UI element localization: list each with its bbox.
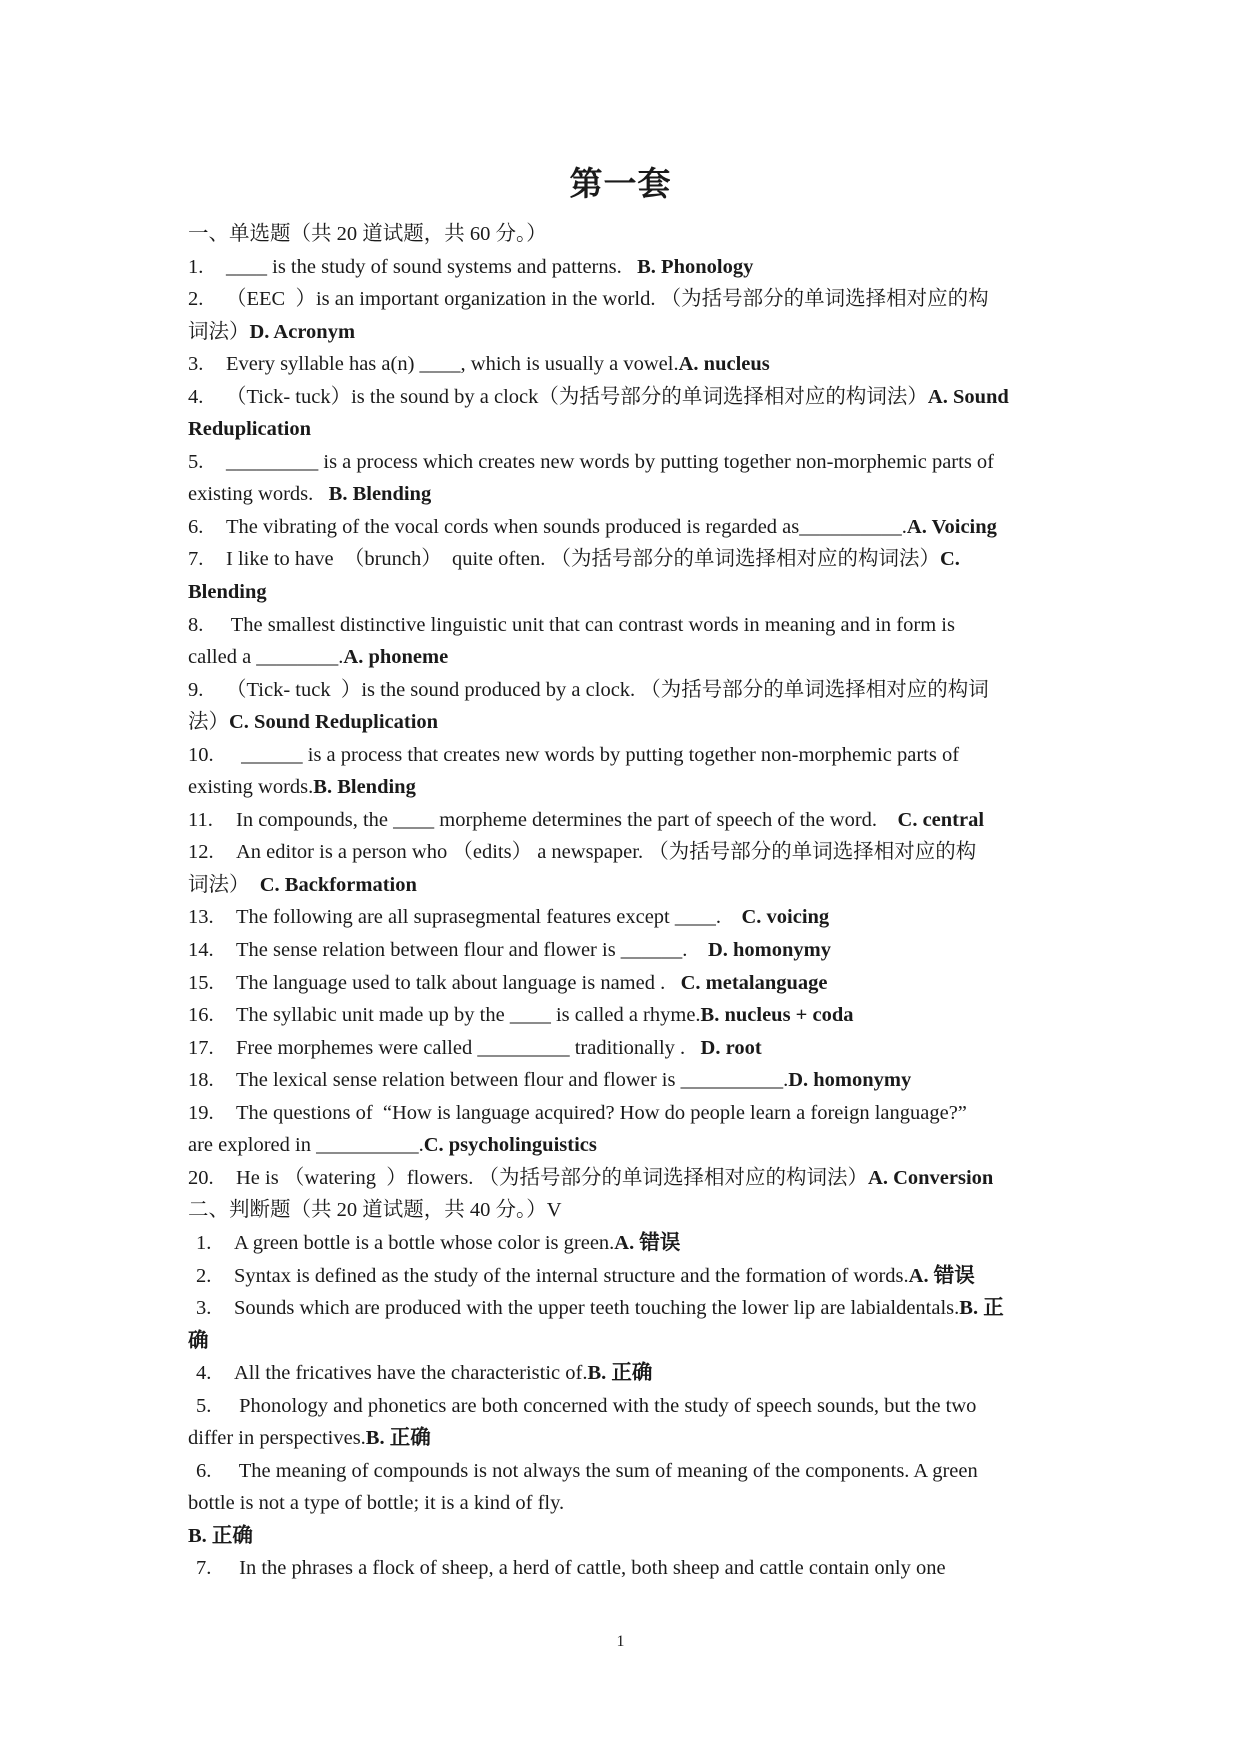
answer: A. phoneme [343,646,449,669]
question-line [188,511,1056,544]
answer: Reduplication [188,418,312,441]
question-text: 法） [188,711,229,734]
answer: A. Conversion [868,1166,994,1189]
question-text: The vibrating of the vocal cords when sounds produced is regarded as__________. [226,515,907,538]
answer: D. Acronym [249,320,356,343]
answer: D. root [700,1036,762,1059]
document-body [188,218,1056,1585]
question-line [188,1032,1056,1065]
question-number: 15. [188,971,214,994]
question-text: The questions of “How is language acquired? How do people learn a foreign language?” [236,1101,967,1124]
question-line [188,251,1056,284]
question-line [188,1260,1056,1293]
question-number: 13. [188,906,214,929]
question-text: （EEC ）is an important organization in the world. （为括号部分的单词选择相对应的构 [226,288,989,311]
question-line [188,967,1056,1000]
answer: D. homonymy [707,939,831,962]
question-text: differ in perspectives. [188,1427,366,1450]
question-line [188,999,1056,1032]
question-line-continued [188,1325,1056,1358]
question-line-continued [188,413,1056,446]
question-number: 12. [188,841,214,864]
page-title: 第一套 [569,167,672,203]
question-text: Phonology and phonetics are both concerned with the study of speech sounds, but the two [234,1394,977,1417]
question-number: 1. [196,1231,212,1254]
question-number: 10. [188,743,214,766]
answer: B. 正确 [365,1427,431,1450]
answer: A. 错误 [908,1264,975,1287]
answer: B. 正确 [587,1362,653,1385]
question-text: In compounds, the ____ morpheme determines the part of speech of the word. [236,808,898,831]
answer: C. psycholinguistics [423,1134,597,1157]
question-number: 1. [188,255,204,278]
question-number: 14. [188,939,214,962]
answer: B. 正确 [188,1524,253,1547]
question-number: 8. [188,613,204,636]
question-text: The meaning of compounds is not always the sum of meaning of the components. A green [234,1459,978,1482]
question-line-continued [188,1422,1056,1455]
question-text: 词法） [188,873,260,896]
answer: C. Sound Reduplication [229,711,439,734]
question-number: 6. [196,1459,212,1482]
answer: B. Blending [328,483,432,506]
question-text: ______ is a process that creates new words by putting together non-morphemic parts of [236,743,960,766]
answer: 确 [188,1329,209,1352]
question-line [188,1227,1056,1260]
question-number: 6. [188,515,204,538]
question-number: 3. [196,1297,212,1320]
question-line [188,446,1056,479]
answer: C. Backformation [259,873,417,896]
section-header-true-false: 二、判断题（共 20 道试题，共 40 分。）V [188,1199,562,1222]
question-text: Syntax is defined as the study of the internal structure and the formation of words. [234,1264,909,1287]
question-number: 4. [196,1362,212,1385]
answer: C. metalanguage [680,971,828,994]
question-text: The language used to talk about language is named . [236,971,681,994]
question-text: The smallest distinctive linguistic unit that can contrast words in meaning and in form is [226,613,955,636]
question-text: An editor is a person who （edits） a newspaper. （为括号部分的单词选择相对应的构 [236,841,977,864]
answer: B. nucleus + coda [700,1004,854,1027]
question-line [188,1552,1056,1585]
question-text: existing words. [188,483,329,506]
answer: B. 正 [959,1297,1004,1320]
answer: A. Voicing [906,515,997,538]
question-text: The sense relation between flour and flower is ______. [236,939,708,962]
question-text: The syllabic unit made up by the ____ is called a rhyme. [236,1004,701,1027]
question-text: （Tick- tuck）is the sound by a clock（为括号部分的单词选择相对应的构词法） [226,385,928,408]
question-line [188,283,1056,316]
answer: C. central [897,808,985,831]
question-line [188,901,1056,934]
question-text: The lexical sense relation between flour and flower is __________. [236,1069,789,1092]
question-text: Every syllable has a(n) ____, which is usually a vowel. [226,353,679,376]
answer: B. Phonology [637,255,754,278]
question-text: （Tick- tuck ）is the sound produced by a clock. （为括号部分的单词选择相对应的构词 [226,678,989,701]
question-text: All the fricatives have the characteristic of. [234,1362,588,1385]
question-line [188,1292,1056,1325]
question-number: 19. [188,1101,214,1124]
question-number: 7. [196,1557,212,1580]
question-number: 18. [188,1069,214,1092]
answer: C. voicing [741,906,830,929]
answer: A. Sound [927,385,1009,408]
question-text: bottle is not a type of bottle; it is a kind of fly. [188,1492,565,1515]
question-text: I like to have （brunch） quite often. （为括号部分的单词选择相对应的构词法） [226,548,940,571]
question-line [188,1097,1056,1130]
answer: A. 错误 [614,1231,681,1254]
question-line [188,543,1056,576]
question-number: 11. [188,808,213,831]
question-line [188,1390,1056,1423]
question-line [188,739,1056,772]
question-number: 4. [188,385,204,408]
question-text: called a ________. [188,646,344,669]
question-line [188,836,1056,869]
answer: C. [940,548,960,571]
question-line [188,1455,1056,1488]
question-number: 2. [188,288,204,311]
question-text: Free morphemes were called _________ traditionally . [236,1036,701,1059]
question-number: 17. [188,1036,214,1059]
question-line [188,1357,1056,1390]
question-line [188,934,1056,967]
answer: D. homonymy [788,1069,912,1092]
question-line [188,674,1056,707]
question-line [188,609,1056,642]
question-line-continued [188,869,1056,902]
question-number: 5. [196,1394,212,1417]
question-text: A green bottle is a bottle whose color is green. [234,1231,615,1254]
question-line [188,1064,1056,1097]
question-line [188,348,1056,381]
answer: A. nucleus [678,353,770,376]
question-text: existing words. [188,776,314,799]
question-line-continued [188,316,1056,349]
question-number: 5. [188,450,204,473]
question-text: He is （watering ）flowers. （为括号部分的单词选择相对应的构词法） [236,1166,869,1189]
question-line-continued [188,771,1056,804]
question-text: In the phrases a flock of sheep, a herd of cattle, both sheep and cattle contain only one [234,1557,946,1580]
question-number: 16. [188,1004,214,1027]
question-line-continued [188,706,1056,739]
question-number: 3. [188,353,204,376]
answer: B. Blending [313,776,416,799]
answer: Blending [188,581,267,604]
question-line-continued [188,641,1056,674]
question-text: _________ is a process which creates new words by putting together non-morphemic parts of [226,450,994,473]
question-line-continued [188,478,1056,511]
question-text: 词法） [188,320,250,343]
question-line-continued [188,1487,1056,1520]
question-number: 9. [188,678,204,701]
question-line-continued [188,1520,1056,1553]
question-text: are explored in __________. [188,1134,424,1157]
question-line [188,804,1056,837]
page-number: 1 [616,1633,625,1650]
question-line-continued [188,1129,1056,1162]
question-text: Sounds which are produced with the upper teeth touching the lower lip are labialdentals. [234,1297,960,1320]
question-number: 2. [196,1264,212,1287]
question-line [188,1162,1056,1195]
section-header-single-choice: 一、单选题（共 20 道试题，共 60 分。） [188,223,547,245]
question-text: The following are all suprasegmental features except ____. [236,906,742,929]
question-line-continued [188,576,1056,609]
question-line [188,381,1056,414]
question-number: 20. [188,1166,214,1189]
question-text: ____ is the study of sound systems and patterns. [226,255,638,278]
question-number: 7. [188,548,204,571]
